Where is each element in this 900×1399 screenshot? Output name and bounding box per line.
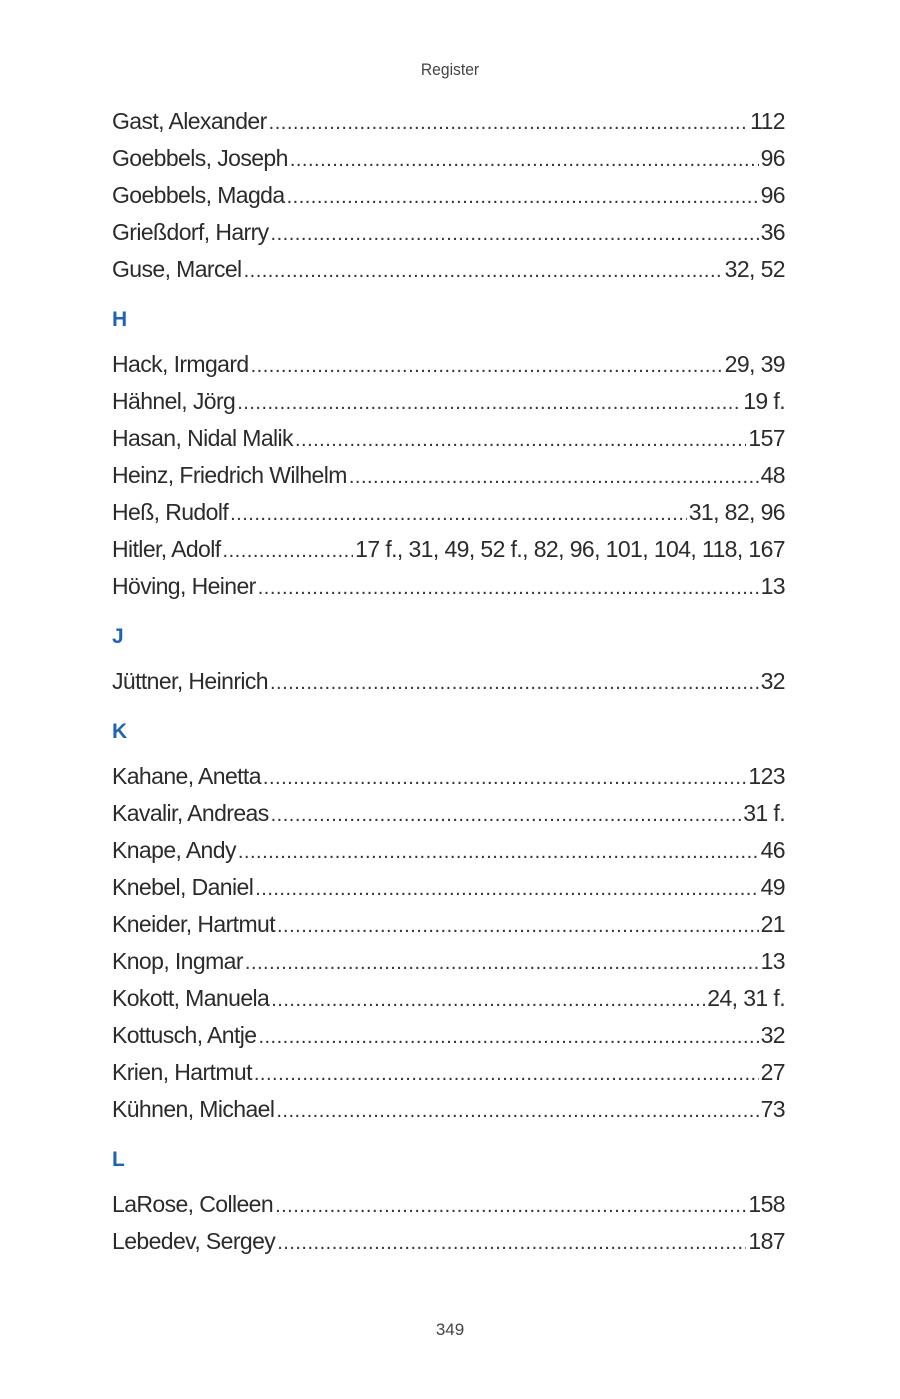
entry-name: Heß, Rudolf (112, 499, 229, 525)
entry-pages: 19 f. (743, 388, 785, 414)
entry-pages: 73 (760, 1096, 785, 1122)
index-entry (112, 832, 785, 869)
dot-leader (245, 945, 759, 982)
index-body (112, 103, 785, 1260)
dot-leader (295, 422, 746, 459)
dot-leader (230, 496, 687, 533)
dot-leader (269, 105, 748, 142)
entry-name: Knebel, Daniel (112, 874, 254, 900)
entry-name: Grießdorf, Harry (112, 219, 269, 245)
entry-name: Hähnel, Jörg (112, 388, 236, 414)
entry-pages: 96 (760, 145, 785, 171)
index-entry (112, 494, 785, 531)
dot-leader (263, 760, 747, 797)
index-entry (112, 251, 785, 288)
entry-name: Kottusch, Antje (112, 1022, 257, 1048)
dot-leader (270, 665, 759, 702)
entry-name: Jüttner, Heinrich (112, 668, 268, 694)
dot-leader (258, 1019, 758, 1056)
entry-name: Goebbels, Joseph (112, 145, 288, 171)
index-entry (112, 869, 785, 906)
entry-pages: 17 f., 31, 49, 52 f., 82, 96, 101, 104, 118, 167 (355, 536, 785, 562)
dot-leader (238, 834, 759, 871)
entry-pages: 32 (760, 1022, 785, 1048)
entry-name: Goebbels, Magda (112, 182, 285, 208)
entry-pages: 36 (760, 219, 785, 245)
entry-name: Kühnen, Michael (112, 1096, 275, 1122)
section-letter-heading: L (112, 1148, 125, 1171)
index-entry (112, 103, 785, 140)
index-entry (112, 1091, 785, 1128)
dot-leader (277, 1225, 746, 1262)
index-entry (112, 795, 785, 832)
dot-leader (223, 533, 354, 570)
section-letter-heading: H (112, 308, 128, 331)
entry-name: Heinz, Friedrich Wilhelm (112, 462, 347, 488)
index-entry (112, 980, 785, 1017)
entry-name: Guse, Marcel (112, 256, 242, 282)
entry-pages: 46 (760, 837, 785, 863)
dot-leader (271, 216, 759, 253)
entry-pages: 31 f. (743, 800, 785, 826)
page-number: 349 (435, 1320, 465, 1339)
index-entry (112, 906, 785, 943)
entry-pages: 27 (760, 1059, 785, 1085)
entry-name: Kahane, Anetta (112, 763, 261, 789)
dot-leader (255, 871, 758, 908)
dot-leader (290, 142, 759, 179)
index-entry (112, 177, 785, 214)
index-entry (112, 1017, 785, 1054)
section-letter-heading: J (112, 625, 124, 648)
index-entry (112, 420, 785, 457)
entry-pages: 21 (760, 911, 785, 937)
section-letter-heading: K (112, 720, 128, 743)
running-head: Register (420, 60, 480, 79)
entry-pages: 123 (748, 763, 785, 789)
entry-pages: 24, 31 f. (707, 985, 785, 1011)
entry-name: Kneider, Hartmut (112, 911, 275, 937)
entry-pages: 187 (748, 1228, 785, 1254)
entry-name: Kavalir, Andreas (112, 800, 269, 826)
entry-name: Hasan, Nidal Malik (112, 425, 293, 451)
entry-name: Hack, Irmgard (112, 351, 249, 377)
index-entry (112, 1186, 785, 1223)
index-entry (112, 457, 785, 494)
dot-leader (277, 908, 759, 945)
entry-pages: 157 (748, 425, 785, 451)
entry-name: Knop, Ingmar (112, 948, 243, 974)
index-entry (112, 1223, 785, 1260)
dot-leader (271, 982, 705, 1019)
entry-pages: 32, 52 (724, 256, 785, 282)
entry-pages: 112 (750, 108, 785, 134)
index-entry (112, 214, 785, 251)
dot-leader (244, 253, 723, 290)
dot-leader (275, 1188, 746, 1225)
index-entry (112, 531, 785, 568)
entry-name: Hitler, Adolf (112, 536, 221, 562)
entry-pages: 49 (760, 874, 785, 900)
entry-pages: 29, 39 (724, 351, 785, 377)
dot-leader (276, 1093, 758, 1130)
entry-pages: 13 (760, 948, 785, 974)
entry-pages: 48 (760, 462, 785, 488)
index-entry (112, 568, 785, 605)
dot-leader (258, 570, 759, 607)
dot-leader (237, 385, 741, 422)
index-entry (112, 140, 785, 177)
index-entry (112, 943, 785, 980)
entry-name: LaRose, Colleen (112, 1191, 274, 1217)
entry-name: Knape, Andy (112, 837, 236, 863)
index-entry (112, 758, 785, 795)
index-entry (112, 383, 785, 420)
entry-pages: 158 (748, 1191, 785, 1217)
index-entry (112, 346, 785, 383)
dot-leader (271, 797, 742, 834)
entry-pages: 13 (760, 573, 785, 599)
entry-name: Gast, Alexander (112, 108, 267, 134)
entry-name: Lebedev, Sergey (112, 1228, 276, 1254)
dot-leader (251, 348, 723, 385)
index-entry (112, 1054, 785, 1091)
entry-name: Krien, Hartmut (112, 1059, 252, 1085)
index-entry (112, 663, 785, 700)
entry-name: Höving, Heiner (112, 573, 256, 599)
entry-pages: 31, 82, 96 (688, 499, 785, 525)
dot-leader (349, 459, 759, 496)
dot-leader (254, 1056, 759, 1093)
entry-pages: 32 (760, 668, 785, 694)
dot-leader (287, 179, 759, 216)
entry-pages: 96 (760, 182, 785, 208)
entry-name: Kokott, Manuela (112, 985, 270, 1011)
